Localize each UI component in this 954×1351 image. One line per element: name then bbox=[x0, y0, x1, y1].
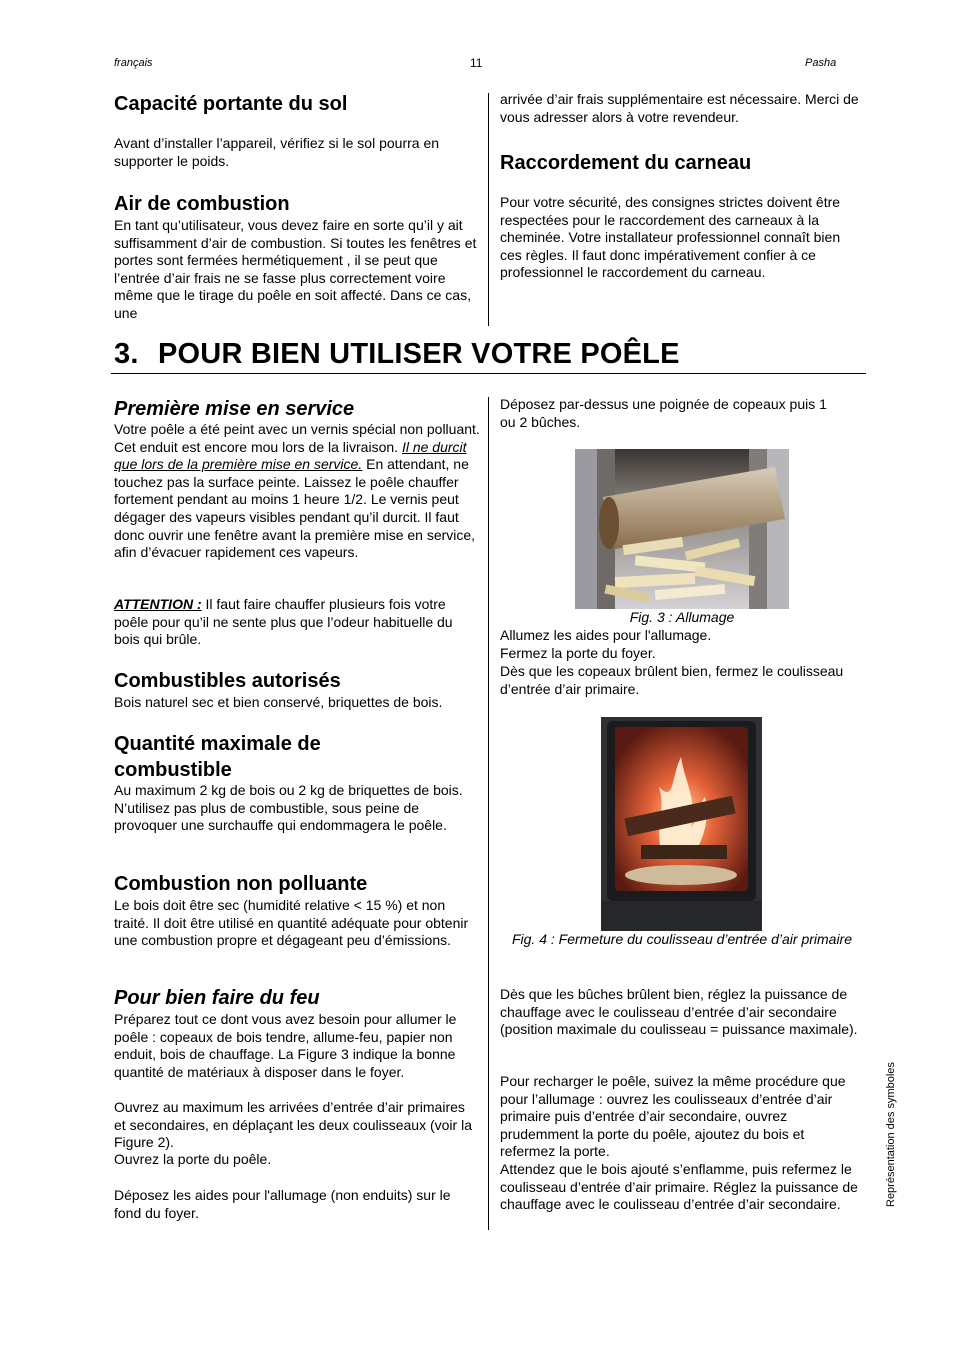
section-text-combustibles: Bois naturel sec et bien conservé, briquettes de bois. bbox=[114, 694, 443, 710]
attention-label: ATTENTION : bbox=[114, 596, 202, 612]
side-tab-label: Représentation des symboles bbox=[885, 1062, 897, 1207]
figure-4-image bbox=[601, 717, 762, 931]
section-title-quantite: Quantité maximale de combustible bbox=[114, 733, 321, 781]
section-title-feu: Pour bien faire du feu bbox=[114, 987, 320, 1009]
feu-paragraph-3: Ouvrez la porte du poêle. bbox=[114, 1151, 272, 1167]
chapter-number: 3. bbox=[114, 338, 139, 370]
section-text-air-continued: arrivée d’air frais supplémentaire est nécessaire. Merci de vous adresser alors à votre revendeur. bbox=[500, 91, 859, 125]
chapter-rule bbox=[111, 373, 866, 374]
section-title-air: Air de combustion bbox=[114, 193, 290, 215]
section-title-mise: Première mise en service bbox=[114, 398, 355, 420]
section-title-carneau: Raccordement du carneau bbox=[500, 152, 752, 174]
mise-text-underlined: Il ne durcit que lors de la première mise en service. bbox=[114, 438, 467, 473]
right-paragraph-2b: Fermez la porte du foyer. bbox=[500, 645, 656, 661]
mise-text-a: Votre poêle a été peint avec un vernis spécial non polluant. Cet enduit est encore mou lors de la livraison. bbox=[114, 421, 480, 455]
right-paragraph-3: Dès que les bûches brûlent bien, réglez la puissance de chauffage avec le coulisseau d’entrée d’air secondaire (position maximale du coulisseau = puissance maximale). bbox=[500, 986, 858, 1038]
section-text-carneau: Pour votre sécurité, des consignes strictes doivent être respectées pour le raccordement des carneaux à la cheminée. Votre installateur professionnel connaît bien ces règles. Il faut donc impérativement confier à ce professionnel le raccordement du carneau. bbox=[500, 194, 841, 281]
figure-3-image bbox=[575, 449, 789, 609]
column-divider-bottom bbox=[488, 397, 489, 1230]
section-text-quantite: Au maximum 2 kg de bois ou 2 kg de briquettes de bois. N’utilisez pas plus de combustible, sous peine de provoquer une surchauffe qui endommagera le poêle. bbox=[114, 782, 463, 834]
section-text-mise bbox=[114, 421, 480, 562]
section-text-sol: Avant d’installer l’appareil, vérifiez si le sol pourra en supporter le poids. bbox=[114, 135, 440, 169]
figure-3-caption: Fig. 3 : Allumage bbox=[629, 609, 735, 625]
section-title-combustibles: Combustibles autorisés bbox=[114, 670, 341, 692]
attention-text: Il faut faire chauffer plusieurs fois votre poêle pour qu’il ne sente plus que l’odeur habituelle du bois qui brûle. bbox=[114, 596, 453, 648]
header-language: français bbox=[114, 57, 153, 69]
feu-paragraph-4: Déposez les aides pour l'allumage (non enduits) sur le fond du foyer. bbox=[114, 1187, 451, 1221]
feu-paragraph-1: Préparez tout ce dont vous avez besoin pour allumer le poêle : copeaux de bois tendre, allume-feu, papier non enduit, bois de chauffage. La Figure 3 indique la bonne quantité de matériaux à disposer dans le foyer. bbox=[114, 1011, 457, 1080]
feu-paragraph-2: Ouvrez au maximum les arrivées d’entrée d’air primaires et secondaires, en déplaçant les deux coulisseaux (voir la Figure 2). bbox=[114, 1099, 472, 1151]
section-text-non-polluante: Le bois doit être sec (humidité relative < 15 %) et non traité. Il doit être utilisé en quantité adéquate pour obtenir une combustion propre et dégageant peu d’émissions. bbox=[114, 897, 469, 949]
section-title-sol: Capacité portante du sol bbox=[114, 93, 348, 115]
section-text-air: En tant qu’utilisateur, vous devez faire en sorte qu’il y ait suffisamment d’air de combustion. Si toutes les fenêtres et portes sont fermées hermétiquement , il se peut que l’entrée d’air frais ne se fasse plus correctement voire même que le tirage du poêle en soit affecté. Dans ce cas, une bbox=[114, 217, 477, 321]
section-title-non-polluante: Combustion non polluante bbox=[114, 873, 368, 895]
mise-text-b: En attendant, ne touchez pas la surface peinte. Laissez le poêle chauffer fortement pendant au moins 1 heure 1/2. Le vernis peut dégager des vapeurs visibles pendant qu’il durcit. Il faut donc ouvrir une fenêtre avant la première mise en service, afin d’évacuer rapidement ces vapeurs. bbox=[114, 456, 476, 561]
attention-paragraph bbox=[114, 596, 480, 649]
figure-4-caption: Fig. 4 : Fermeture du coulisseau d’entrée d’air primaire bbox=[511, 931, 853, 947]
right-paragraph-4b: Attendez que le bois ajouté s’enflamme, puis refermez le coulisseau d’entrée d’air primaire. Réglez la puissance de chauffage avec le coulisseau d’entrée d’air secondaire. bbox=[500, 1161, 858, 1213]
right-paragraph-4a: Pour recharger le poêle, suivez la même procédure que pour l’allumage : ouvrez les coulisseaux d’entrée d’air primaire puis d’entrée d’air secondaire, ouvrez prudemment la porte du poêle, ajoutez du bois et refermez la porte. bbox=[500, 1073, 846, 1160]
right-paragraph-2a: Allumez les aides pour l'allumage. bbox=[500, 627, 712, 643]
header-page-number: 11 bbox=[470, 56, 483, 70]
right-paragraph-2c: Dès que les copeaux brûlent bien, fermez le coulisseau d’entrée d’air primaire. bbox=[500, 663, 844, 697]
column-divider-top bbox=[488, 93, 489, 326]
header-model: Pasha bbox=[805, 57, 837, 69]
right-paragraph-1: Déposez par-dessus une poignée de copeaux puis 1 ou 2 bûches. bbox=[500, 396, 827, 430]
chapter-title: POUR BIEN UTILISER VOTRE POÊLE bbox=[158, 338, 680, 370]
